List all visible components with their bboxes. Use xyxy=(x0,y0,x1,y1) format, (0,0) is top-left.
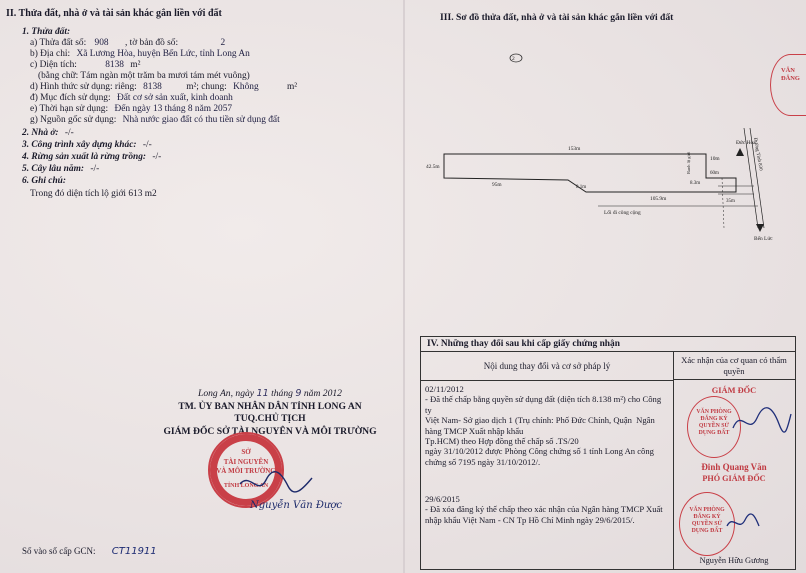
section-title-land: II. Thửa đất, nhà ở và tài sản khác gắn liền với đất xyxy=(6,8,222,19)
issuer-line1: TM. ỦY BAN NHÂN DÂN TỈNH LONG AN xyxy=(178,400,362,412)
change-entry-2 xyxy=(425,494,669,525)
construction-heading: 3. Công trình xây dựng khác: xyxy=(22,140,137,150)
forest-heading: 4. Rừng sản xuất là rừng trồng: xyxy=(22,152,147,162)
entry1-line5: chứng số 7195 ngày 31/10/2012/. xyxy=(425,456,541,467)
gcn-number: CT11911 xyxy=(111,546,157,557)
issue-month: 9 xyxy=(295,388,302,399)
map-sheet-number: 2 xyxy=(220,38,226,48)
perennial-row xyxy=(22,164,99,175)
confirm1-title: GIÁM ĐỐC xyxy=(711,386,757,395)
side-stamp-text: VĂN ĐĂNG xyxy=(781,67,800,82)
issue-date xyxy=(150,388,390,401)
parcel-label: a) Thửa đất số: xyxy=(30,38,87,48)
usage-form-label: d) Hình thức sử dụng: riêng: xyxy=(30,82,137,92)
confirm2-name: Nguyễn Hữu Gương xyxy=(699,556,769,565)
confirm2-stamp-text: VĂN PHÒNG ĐĂNG KÝ QUYỀN SỬ DỤNG ĐẤT xyxy=(689,507,725,534)
perennial-value: -/- xyxy=(90,164,100,174)
month-label: tháng xyxy=(271,388,293,399)
term-row xyxy=(30,104,232,115)
usage-common-unit: m² xyxy=(287,82,298,92)
purpose-label: đ) Mục đích sử dụng: xyxy=(30,93,111,103)
confirm1-stamp-text: VĂN PHÒNG ĐĂNG KÝ QUYỀN SỬ DỤNG ĐẤT xyxy=(696,409,732,436)
map-bottom-right-length: 105.9m xyxy=(650,196,667,202)
map-inner-length: 60m xyxy=(710,171,719,176)
origin-value: Nhà nước giao đất có thu tiền sử dụng đất xyxy=(122,115,280,125)
origin-label: g) Nguồn gốc sử dụng: xyxy=(30,115,117,125)
entry1-line2 xyxy=(425,415,669,436)
changes-table xyxy=(420,336,796,570)
issuer-line2: TUQ.CHỦ TỊCH xyxy=(234,413,306,424)
usage-common-value: Không xyxy=(233,82,259,92)
entry2-line2: nhập khẩu Việt Nam - CN Tp Hồ Chí Minh ngày 29/6/2015/. xyxy=(425,514,635,525)
map-road-label: Lối đi công cộng xyxy=(604,210,641,216)
entry1-line4: ngày 31/10/2012 được Phòng Công chứng số 1 tỉnh Long An công xyxy=(425,446,654,457)
map-south-label: Bến Lức xyxy=(754,236,773,242)
house-value: -/- xyxy=(64,128,74,138)
land-heading: 1. Thửa đất: xyxy=(22,27,71,37)
house-row xyxy=(22,128,74,139)
purpose-value: Đất cơ sở sản xuất, kinh doanh xyxy=(116,93,233,103)
stamp-mid1-text: TÀI NGUYÊN xyxy=(223,458,269,466)
gcn-label: Số vào sổ cấp GCN: xyxy=(22,546,96,556)
changes-col1-header: Nội dung thay đổi và cơ sở pháp lý xyxy=(421,352,673,381)
map-right-lower-length: 35m xyxy=(726,199,735,204)
area-row xyxy=(30,60,140,71)
entry2-date: 29/6/2015 xyxy=(425,494,460,504)
house-heading: 2. Nhà ở: xyxy=(22,128,59,138)
gcn-number-row xyxy=(22,546,157,557)
usage-form-row xyxy=(30,82,297,93)
map-road2-label: Đường Tỉnh 830 xyxy=(752,137,763,172)
parcel-diagram xyxy=(418,28,806,318)
confirm2-signature-icon xyxy=(723,510,763,536)
confirm1-signature-icon xyxy=(729,402,793,442)
change-entry-1 xyxy=(425,384,669,467)
entry2-line1: - Đã xóa đăng ký thế chấp theo xác nhận của Ngân hàng TMCP Xuất xyxy=(425,504,663,515)
stamp-bottom-text: TỈNH LONG AN xyxy=(223,483,269,489)
stamp-mid2-text: VÀ MÔI TRƯỜNG xyxy=(216,467,276,475)
area-value: 8138 xyxy=(105,60,124,70)
changes-col2-header: Xác nhận của cơ quan có thẩm quyền xyxy=(673,352,795,380)
side-stamp xyxy=(770,54,806,116)
address-label: b) Địa chỉ: xyxy=(30,49,71,59)
map-right-length: 10m xyxy=(710,156,720,162)
page-fold xyxy=(403,0,405,573)
entry1-date: 02/11/2012 xyxy=(425,384,464,394)
forest-value: -/- xyxy=(152,152,162,162)
term-label: e) Thời hạn sử dụng: xyxy=(30,104,109,114)
issue-day: 11 xyxy=(256,388,269,399)
map-inner-label: Ranh lộ giới xyxy=(686,151,691,174)
section-title-diagram: III. Sơ đồ thửa đất, nhà ở và tài sản khác gắn liền với đất xyxy=(440,12,674,23)
entry1-bank: Ngân hàng TMCP Xuất nhập khẩu xyxy=(425,415,655,436)
issuer-block xyxy=(150,388,390,438)
address-value: Xã Lương Hòa, huyện Bến Lức, tỉnh Long An xyxy=(76,49,250,59)
map-bottom-left-length: 95m xyxy=(492,182,502,188)
map-left-length: 42.5m xyxy=(426,164,440,170)
origin-row xyxy=(30,115,280,126)
forest-row xyxy=(22,152,161,163)
date-prefix: Long An, ngày xyxy=(198,388,255,399)
map-top-length: 153m xyxy=(568,146,581,152)
year-label: năm 2012 xyxy=(303,388,342,399)
entry1-line1: - Đã thế chấp bằng quyền sử dụng đất (diện tích 8.138 m²) cho Công ty xyxy=(425,394,662,415)
changes-title: IV. Những thay đổi sau khi cấp giấy chứng nhận xyxy=(421,337,795,352)
area-unit: m² xyxy=(130,60,141,70)
construction-value: -/- xyxy=(142,140,152,150)
notes-heading: 6. Ghi chú: xyxy=(22,176,67,186)
construction-row xyxy=(22,140,152,151)
signature-scribble-icon xyxy=(236,470,316,500)
area-words: (bằng chữ: Tám ngàn một trăm ba mươi tám mét vuông) xyxy=(38,71,250,81)
map-small-length: 8.3m xyxy=(690,181,701,186)
term-value: Đến ngày 13 tháng 8 năm 2057 xyxy=(114,104,233,114)
parcel-row xyxy=(30,38,225,49)
changes-content-column xyxy=(421,352,674,569)
entry1-line2-text: Việt Nam- Sở giao dịch 1 (Trụ chính: Phố Đức Chính, Quận xyxy=(425,415,632,426)
stamp-top-text: SỞ xyxy=(241,448,251,456)
confirm1-role: PHÓ GIÁM ĐỐC xyxy=(702,474,766,483)
map-sheet-label: , tờ bản đồ số: xyxy=(124,38,179,48)
map-north-label: Đức Hòa xyxy=(736,140,756,146)
parcel-number: 908 xyxy=(94,38,109,48)
purpose-row xyxy=(30,93,233,104)
area-label: c) Diện tích: xyxy=(30,60,77,70)
director-signature-name: Nguyễn Văn Được xyxy=(250,500,342,511)
map-marker: 2 xyxy=(512,56,515,62)
map-bottom-mid-length: 8.1m xyxy=(576,185,587,190)
entry1-line3: Tp.HCM) theo Hợp đồng thế chấp số .TS/20 xyxy=(425,436,579,447)
perennial-heading: 5. Cây lâu năm: xyxy=(22,164,84,174)
issuer-line3: GIÁM ĐỐC SỞ TÀI NGUYÊN VÀ MÔI TRƯỜNG xyxy=(163,425,377,437)
confirm1-name: Đinh Quang Văn xyxy=(701,462,767,472)
usage-common-label: m²; chung: xyxy=(186,82,227,92)
notes-value: Trong đó diện tích lộ giới 613 m2 xyxy=(30,189,157,199)
usage-private-value: 8138 xyxy=(143,82,162,92)
changes-confirm-column xyxy=(673,352,795,569)
address-row xyxy=(30,49,250,60)
left-page xyxy=(0,0,400,573)
